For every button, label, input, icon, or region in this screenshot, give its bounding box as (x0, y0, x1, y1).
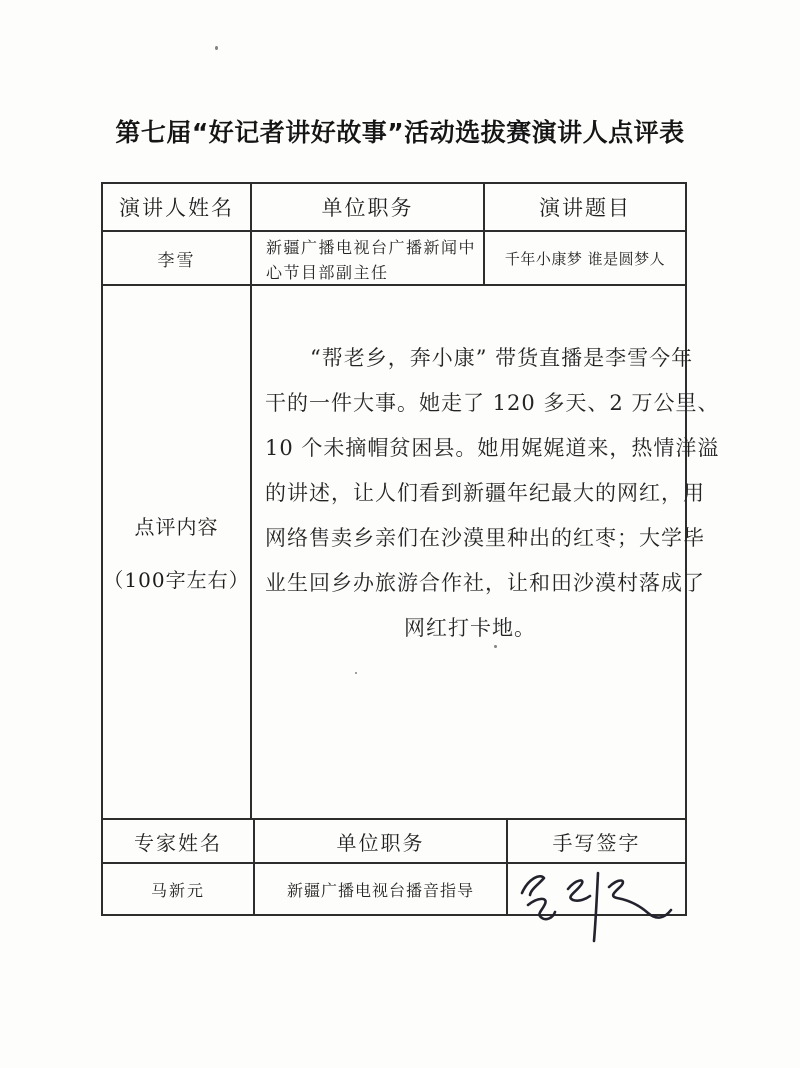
comment-label-title: 点评内容 (134, 515, 219, 539)
expert-position-value: 新疆广播电视台播音指导 (255, 864, 508, 914)
comment-line: 网红打卡地。 (404, 616, 536, 640)
speaker-position-value: 新疆广播电视台广播新闻中心节目部副主任 (252, 232, 485, 286)
handwritten-signature (506, 857, 691, 947)
scan-speck (494, 645, 497, 648)
comment-line: 干的一件大事。她走了 120 多天、2 万公里、 (265, 391, 720, 415)
comment-line: “帮老乡，奔小康” 带货直播是李雪今年 (310, 346, 694, 370)
evaluation-form-table (101, 182, 720, 916)
header-speaker-name: 演讲人姓名 (103, 184, 252, 232)
expert-name-value: 马新元 (103, 864, 255, 914)
header-speech-topic: 演讲题目 (485, 184, 685, 232)
scan-speck (215, 46, 218, 50)
comment-line: 10 个未摘帽贫困县。她用娓娓道来，热情洋溢 (265, 436, 720, 460)
comment-content (252, 286, 720, 820)
header-handwritten-signature: 手写签字 (508, 820, 685, 864)
header-expert-name: 专家姓名 (103, 820, 255, 864)
speaker-comment-section (103, 184, 720, 820)
header-expert-position: 单位职务 (255, 820, 508, 864)
comment-line: 业生回乡办旅游合作社，让和田沙漠村落成了 (265, 571, 705, 595)
document-title: 第七届“好记者讲好故事”活动选拔赛演讲人点评表 (115, 118, 685, 147)
speech-topic-value: 千年小康梦 谁是圆梦人 (485, 232, 685, 286)
comment-label-hint: （100字左右） (103, 568, 250, 592)
speaker-name-value: 李雪 (103, 232, 252, 286)
header-speaker-position: 单位职务 (252, 184, 485, 232)
comment-line: 网络售卖乡亲们在沙漠里种出的红枣；大学毕 (265, 526, 705, 550)
comment-label (103, 286, 252, 820)
comment-line: 的讲述，让人们看到新疆年纪最大的网红，用 (265, 481, 705, 505)
scan-speck (355, 672, 357, 674)
